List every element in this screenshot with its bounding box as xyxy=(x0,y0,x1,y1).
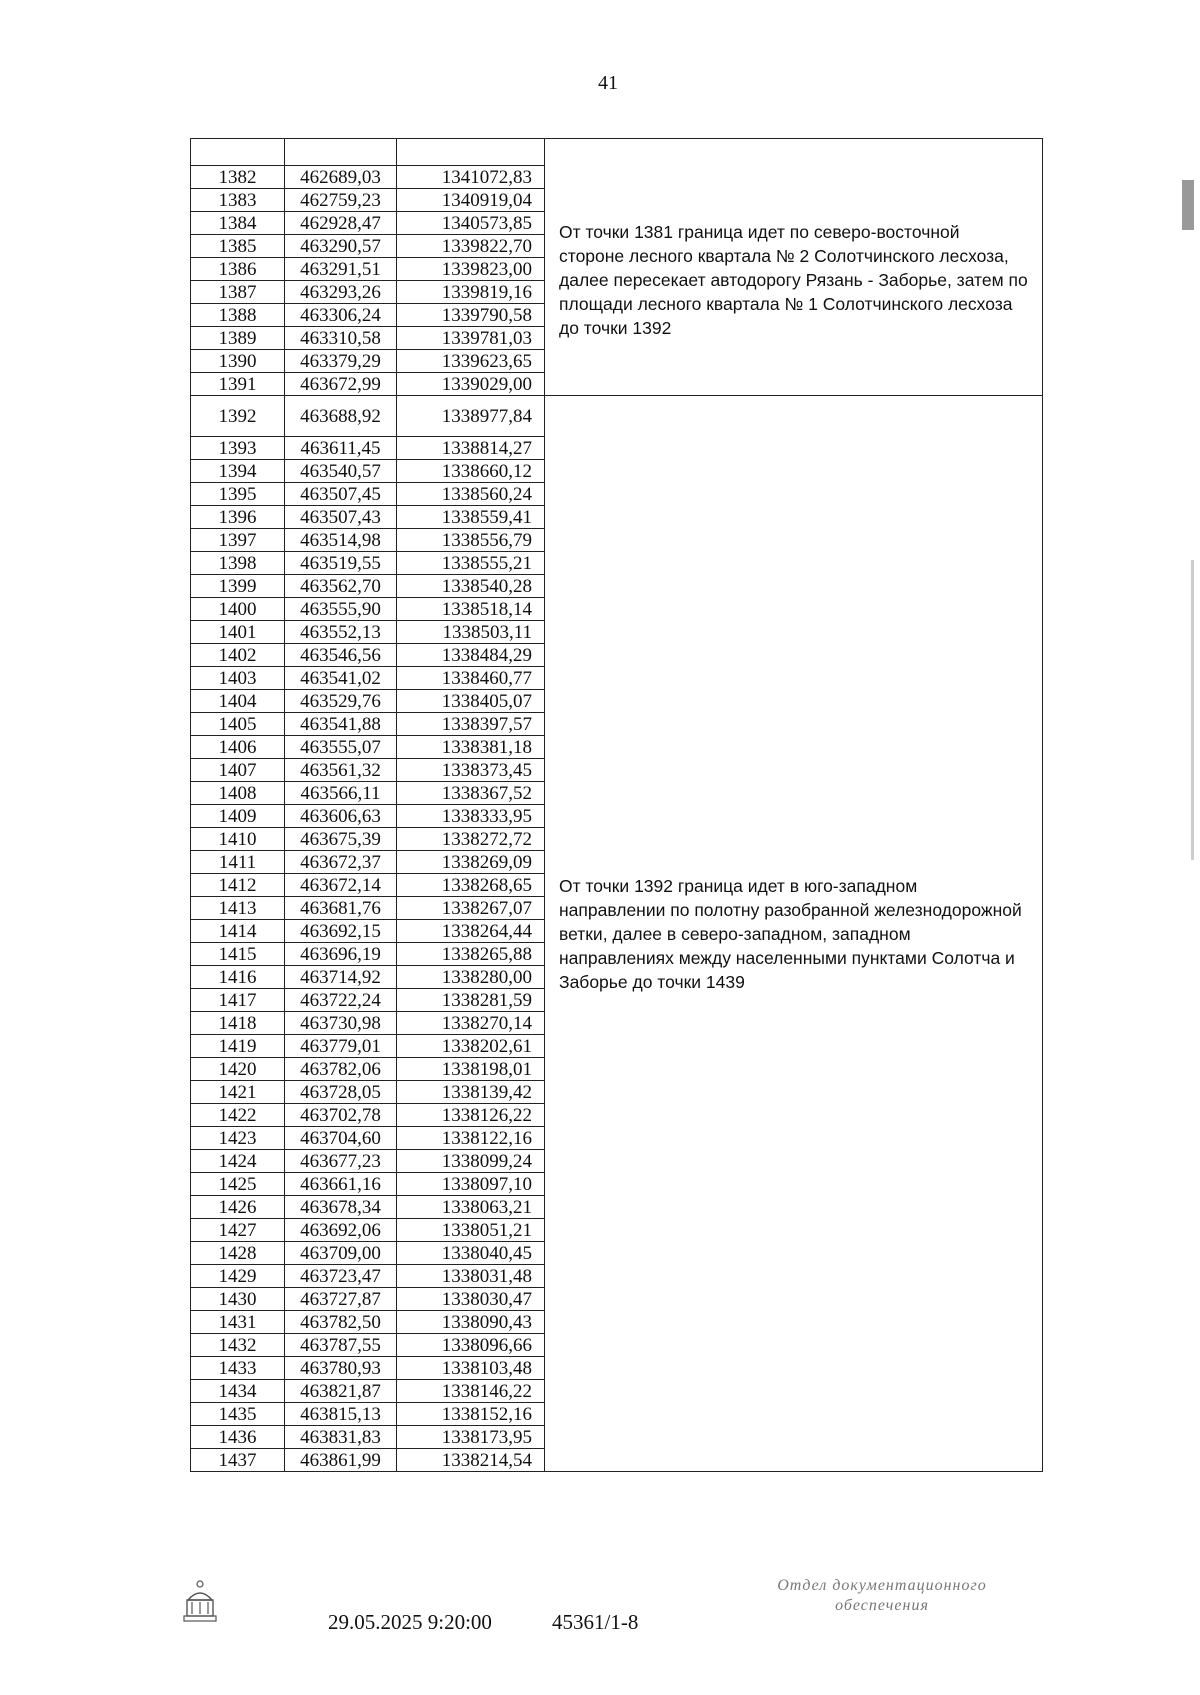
point-number-cell: 1415 xyxy=(191,943,285,966)
x-coordinate-cell: 463692,06 xyxy=(285,1219,397,1242)
y-coordinate-cell: 1339623,65 xyxy=(397,350,545,373)
point-number-cell: 1423 xyxy=(191,1127,285,1150)
y-coordinate-cell: 1338405,07 xyxy=(397,690,545,713)
x-coordinate-cell: 463722,24 xyxy=(285,989,397,1012)
point-number-cell: 1417 xyxy=(191,989,285,1012)
y-coordinate-cell: 1338460,77 xyxy=(397,667,545,690)
point-number-cell: 1397 xyxy=(191,529,285,552)
y-coordinate-cell: 1338090,43 xyxy=(397,1311,545,1334)
x-coordinate-cell: 463293,26 xyxy=(285,281,397,304)
point-number-cell: 1394 xyxy=(191,460,285,483)
point-number-cell: 1398 xyxy=(191,552,285,575)
y-coordinate-cell: 1338152,16 xyxy=(397,1403,545,1426)
point-number-cell: 1421 xyxy=(191,1081,285,1104)
x-coordinate-cell: 463787,55 xyxy=(285,1334,397,1357)
point-number-cell: 1429 xyxy=(191,1265,285,1288)
point-number-cell: 1386 xyxy=(191,258,285,281)
coordinates-table xyxy=(190,138,1043,1472)
y-coordinate-cell: 1338198,01 xyxy=(397,1058,545,1081)
stamp-line-1: Отдел документационного xyxy=(777,1577,987,1594)
x-coordinate-cell: 463681,76 xyxy=(285,897,397,920)
y-coordinate-cell: 1338268,65 xyxy=(397,874,545,897)
point-number-cell: 1431 xyxy=(191,1311,285,1334)
stamp-line-2: обеспечения xyxy=(835,1597,929,1614)
y-coordinate-cell: 1338484,29 xyxy=(397,644,545,667)
x-coordinate-cell: 463310,58 xyxy=(285,327,397,350)
x-coordinate-cell: 463555,07 xyxy=(285,736,397,759)
y-coordinate-cell: 1338214,54 xyxy=(397,1449,545,1472)
x-coordinate-cell: 463555,90 xyxy=(285,598,397,621)
y-coordinate-cell: 1339029,00 xyxy=(397,373,545,396)
x-coordinate-cell: 463702,78 xyxy=(285,1104,397,1127)
y-coordinate-cell: 1338556,79 xyxy=(397,529,545,552)
x-coordinate-cell: 463290,57 xyxy=(285,235,397,258)
point-number-cell: 1406 xyxy=(191,736,285,759)
x-coordinate-cell: 463688,92 xyxy=(285,396,397,437)
x-coordinate-cell: 463672,99 xyxy=(285,373,397,396)
y-coordinate-cell: 1338173,95 xyxy=(397,1426,545,1449)
boundary-description-cell: От точки 1392 граница идет в юго-западном направлении по полотну разобранной железнодорожной ветки, далее в северо-западном, западном направлениях между населенными пунктами Солотча и Заборье до точки 1439 xyxy=(545,396,1043,1472)
x-coordinate-cell: 463306,24 xyxy=(285,304,397,327)
point-number-cell: 1409 xyxy=(191,805,285,828)
point-number-cell: 1413 xyxy=(191,897,285,920)
point-number-cell: 1403 xyxy=(191,667,285,690)
y-coordinate-cell: 1338122,16 xyxy=(397,1127,545,1150)
x-coordinate-cell: 463782,50 xyxy=(285,1311,397,1334)
x-coordinate-cell: 463562,70 xyxy=(285,575,397,598)
y-coordinate-cell: 1338031,48 xyxy=(397,1265,545,1288)
y-coordinate-cell: 1338126,22 xyxy=(397,1104,545,1127)
x-coordinate-cell: 463541,02 xyxy=(285,667,397,690)
y-coordinate-cell: 1338560,24 xyxy=(397,483,545,506)
x-coordinate-cell: 463507,45 xyxy=(285,483,397,506)
point-number-cell: 1426 xyxy=(191,1196,285,1219)
point-number-cell: 1428 xyxy=(191,1242,285,1265)
point-number-cell: 1434 xyxy=(191,1380,285,1403)
y-coordinate-cell: 1338202,61 xyxy=(397,1035,545,1058)
boundary-description-cell: От точки 1381 граница идет по северо-восточной стороне лесного квартала № 2 Солотчинского лесхоза, далее пересекает автодорогу Рязань - Заборье, затем по площади лесного квартала № 1 Солотчинского лесхоза до точки 1392 xyxy=(545,166,1043,396)
point-number-cell: 1432 xyxy=(191,1334,285,1357)
x-coordinate-cell: 463692,15 xyxy=(285,920,397,943)
x-coordinate-cell: 463672,14 xyxy=(285,874,397,897)
x-coordinate-cell: 463519,55 xyxy=(285,552,397,575)
y-coordinate-cell: 1338099,24 xyxy=(397,1150,545,1173)
point-number-cell: 1385 xyxy=(191,235,285,258)
x-coordinate-cell: 463552,13 xyxy=(285,621,397,644)
point-number-cell: 1405 xyxy=(191,713,285,736)
x-coordinate-cell: 463672,37 xyxy=(285,851,397,874)
point-number-cell: 1408 xyxy=(191,782,285,805)
x-coordinate-cell: 463675,39 xyxy=(285,828,397,851)
page-number: 41 xyxy=(598,72,618,94)
x-coordinate-cell: 462759,23 xyxy=(285,189,397,212)
x-coordinate-cell: 463728,05 xyxy=(285,1081,397,1104)
table-header-row xyxy=(191,139,1043,166)
y-coordinate-cell: 1338503,11 xyxy=(397,621,545,644)
y-coordinate-cell: 1338397,57 xyxy=(397,713,545,736)
y-coordinate-cell: 1338540,28 xyxy=(397,575,545,598)
x-coordinate-cell: 463611,45 xyxy=(285,437,397,460)
x-coordinate-cell: 463661,16 xyxy=(285,1173,397,1196)
header-cell xyxy=(545,139,1043,166)
y-coordinate-cell: 1338103,48 xyxy=(397,1357,545,1380)
point-number-cell: 1390 xyxy=(191,350,285,373)
x-coordinate-cell: 463714,92 xyxy=(285,966,397,989)
point-number-cell: 1433 xyxy=(191,1357,285,1380)
x-coordinate-cell: 463780,93 xyxy=(285,1357,397,1380)
point-number-cell: 1427 xyxy=(191,1219,285,1242)
point-number-cell: 1425 xyxy=(191,1173,285,1196)
point-number-cell: 1383 xyxy=(191,189,285,212)
x-coordinate-cell: 463606,63 xyxy=(285,805,397,828)
y-coordinate-cell: 1338265,88 xyxy=(397,943,545,966)
x-coordinate-cell: 463566,11 xyxy=(285,782,397,805)
point-number-cell: 1424 xyxy=(191,1150,285,1173)
x-coordinate-cell: 463730,98 xyxy=(285,1012,397,1035)
x-coordinate-cell: 463677,23 xyxy=(285,1150,397,1173)
header-cell xyxy=(285,139,397,166)
y-coordinate-cell: 1340573,85 xyxy=(397,212,545,235)
x-coordinate-cell: 462928,47 xyxy=(285,212,397,235)
x-coordinate-cell: 463507,43 xyxy=(285,506,397,529)
y-coordinate-cell: 1338977,84 xyxy=(397,396,545,437)
y-coordinate-cell: 1339790,58 xyxy=(397,304,545,327)
point-number-cell: 1420 xyxy=(191,1058,285,1081)
y-coordinate-cell: 1338269,09 xyxy=(397,851,545,874)
point-number-cell: 1387 xyxy=(191,281,285,304)
point-number-cell: 1412 xyxy=(191,874,285,897)
y-coordinate-cell: 1341072,83 xyxy=(397,166,545,189)
point-number-cell: 1400 xyxy=(191,598,285,621)
x-coordinate-cell: 463514,98 xyxy=(285,529,397,552)
x-coordinate-cell: 463821,87 xyxy=(285,1380,397,1403)
y-coordinate-cell: 1338272,72 xyxy=(397,828,545,851)
y-coordinate-cell: 1338555,21 xyxy=(397,552,545,575)
table-row xyxy=(191,396,1043,437)
x-coordinate-cell: 463727,87 xyxy=(285,1288,397,1311)
scan-edge-mark xyxy=(1182,180,1194,230)
x-coordinate-cell: 463696,19 xyxy=(285,943,397,966)
x-coordinate-cell: 463815,13 xyxy=(285,1403,397,1426)
point-number-cell: 1402 xyxy=(191,644,285,667)
point-number-cell: 1419 xyxy=(191,1035,285,1058)
x-coordinate-cell: 463291,51 xyxy=(285,258,397,281)
y-coordinate-cell: 1338814,27 xyxy=(397,437,545,460)
y-coordinate-cell: 1338559,41 xyxy=(397,506,545,529)
table-row xyxy=(191,166,1043,189)
x-coordinate-cell: 463379,29 xyxy=(285,350,397,373)
x-coordinate-cell: 463779,01 xyxy=(285,1035,397,1058)
point-number-cell: 1392 xyxy=(191,396,285,437)
point-number-cell: 1395 xyxy=(191,483,285,506)
point-number-cell: 1399 xyxy=(191,575,285,598)
x-coordinate-cell: 463861,99 xyxy=(285,1449,397,1472)
point-number-cell: 1389 xyxy=(191,327,285,350)
point-number-cell: 1414 xyxy=(191,920,285,943)
y-coordinate-cell: 1338097,10 xyxy=(397,1173,545,1196)
department-stamp xyxy=(732,1576,1032,1616)
point-number-cell: 1437 xyxy=(191,1449,285,1472)
x-coordinate-cell: 463704,60 xyxy=(285,1127,397,1150)
x-coordinate-cell: 462689,03 xyxy=(285,166,397,189)
y-coordinate-cell: 1338660,12 xyxy=(397,460,545,483)
y-coordinate-cell: 1338333,95 xyxy=(397,805,545,828)
point-number-cell: 1418 xyxy=(191,1012,285,1035)
y-coordinate-cell: 1338267,07 xyxy=(397,897,545,920)
point-number-cell: 1416 xyxy=(191,966,285,989)
point-number-cell: 1404 xyxy=(191,690,285,713)
y-coordinate-cell: 1338367,52 xyxy=(397,782,545,805)
point-number-cell: 1382 xyxy=(191,166,285,189)
point-number-cell: 1422 xyxy=(191,1104,285,1127)
emblem-icon xyxy=(180,1578,220,1628)
y-coordinate-cell: 1338281,59 xyxy=(397,989,545,1012)
y-coordinate-cell: 1338264,44 xyxy=(397,920,545,943)
x-coordinate-cell: 463541,88 xyxy=(285,713,397,736)
y-coordinate-cell: 1338139,42 xyxy=(397,1081,545,1104)
y-coordinate-cell: 1340919,04 xyxy=(397,189,545,212)
point-number-cell: 1401 xyxy=(191,621,285,644)
x-coordinate-cell: 463723,47 xyxy=(285,1265,397,1288)
point-number-cell: 1436 xyxy=(191,1426,285,1449)
y-coordinate-cell: 1338096,66 xyxy=(397,1334,545,1357)
point-number-cell: 1391 xyxy=(191,373,285,396)
point-number-cell: 1435 xyxy=(191,1403,285,1426)
footer-datetime: 29.05.2025 9:20:00 xyxy=(328,1610,492,1634)
y-coordinate-cell: 1339781,03 xyxy=(397,327,545,350)
point-number-cell: 1393 xyxy=(191,437,285,460)
y-coordinate-cell: 1338373,45 xyxy=(397,759,545,782)
scan-edge-mark xyxy=(1191,560,1194,860)
y-coordinate-cell: 1339822,70 xyxy=(397,235,545,258)
y-coordinate-cell: 1338063,21 xyxy=(397,1196,545,1219)
point-number-cell: 1388 xyxy=(191,304,285,327)
x-coordinate-cell: 463540,57 xyxy=(285,460,397,483)
x-coordinate-cell: 463678,34 xyxy=(285,1196,397,1219)
footer-document-code: 45361/1-8 xyxy=(552,1610,639,1634)
x-coordinate-cell: 463546,56 xyxy=(285,644,397,667)
x-coordinate-cell: 463561,32 xyxy=(285,759,397,782)
y-coordinate-cell: 1338040,45 xyxy=(397,1242,545,1265)
y-coordinate-cell: 1338518,14 xyxy=(397,598,545,621)
x-coordinate-cell: 463782,06 xyxy=(285,1058,397,1081)
point-number-cell: 1411 xyxy=(191,851,285,874)
y-coordinate-cell: 1338270,14 xyxy=(397,1012,545,1035)
x-coordinate-cell: 463709,00 xyxy=(285,1242,397,1265)
y-coordinate-cell: 1338381,18 xyxy=(397,736,545,759)
y-coordinate-cell: 1338146,22 xyxy=(397,1380,545,1403)
x-coordinate-cell: 463529,76 xyxy=(285,690,397,713)
y-coordinate-cell: 1339823,00 xyxy=(397,258,545,281)
point-number-cell: 1384 xyxy=(191,212,285,235)
point-number-cell: 1407 xyxy=(191,759,285,782)
point-number-cell: 1430 xyxy=(191,1288,285,1311)
y-coordinate-cell: 1338280,00 xyxy=(397,966,545,989)
header-cell xyxy=(191,139,285,166)
point-number-cell: 1410 xyxy=(191,828,285,851)
y-coordinate-cell: 1339819,16 xyxy=(397,281,545,304)
x-coordinate-cell: 463831,83 xyxy=(285,1426,397,1449)
point-number-cell: 1396 xyxy=(191,506,285,529)
y-coordinate-cell: 1338030,47 xyxy=(397,1288,545,1311)
header-cell xyxy=(397,139,545,166)
y-coordinate-cell: 1338051,21 xyxy=(397,1219,545,1242)
